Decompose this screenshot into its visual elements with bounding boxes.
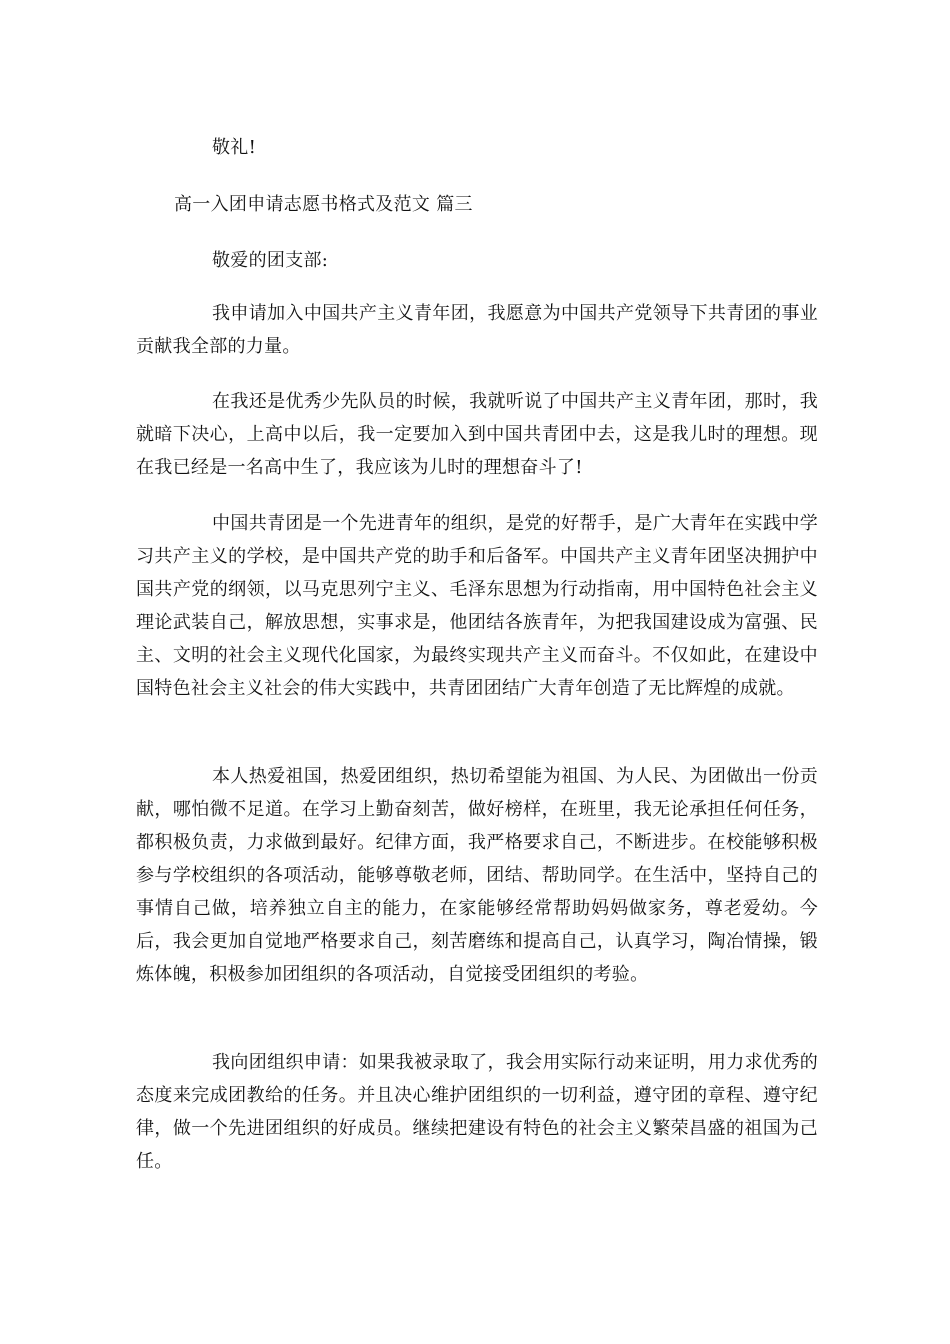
paragraph-5: 我向团组织申请：如果我被录取了，我会用实际行动来证明，用力求优秀的态度来完成团教给的任务。并且决心维护团组织的一切利益，遵守团的章程、遵守纪律，做一个先进团组织的好成员。继续把建设有特色的社会主义繁荣昌盛的祖国为己任。 (136, 1052, 818, 1172)
salutation: 敬爱的团支部: (212, 250, 329, 271)
closing-line: 敬礼! (212, 137, 257, 158)
paragraph-1: 我申请加入中国共产主义青年团，我愿意为中国共产党领导下共青团的事业贡献我全部的力量。 (136, 303, 818, 357)
paragraph-3: 中国共青团是一个先进青年的组织，是党的好帮手，是广大青年在实践中学习共产主义的学校，是中国共产党的助手和后备军。中国共产主义青年团坚决拥护中国共产党的纲领，以马克思列宁主义、毛泽东思想为行动指南，用中国特色社会主义理论武装自己，解放思想，实事求是，他团结各族青年，为把我国建设成为富强、民主、文明的社会主义现代化国家，为最终实现共产主义而奋斗。不仅如此，在建设中国特色社会主义社会的伟大实践中，共青团团结广大青年创造了无比辉煌的成就。 (136, 513, 818, 699)
section-title: 高一入团申请志愿书格式及范文 篇三 (174, 194, 473, 215)
paragraph-4: 本人热爱祖国，热爱团组织，热切希望能为祖国、为人民、为团做出一份贡献，哪怕微不足道。在学习上勤奋刻苦，做好榜样，在班里，我无论承担任何任务，都积极负责，力求做到最好。纪律方面，我严格要求自己，不断进步。在校能够积极参与学校组织的各项活动，能够尊敬老师，团结、帮助同学。在生活中，坚持自己的事情自己做，培养独立自主的能力，在家能够经常帮助妈妈做家务，尊老爱幼。今后，我会更加自觉地严格要求自己，刻苦磨练和提高自己，认真学习，陶冶情操，锻炼体魄，积极参加团组织的各项活动，自觉接受团组织的考验。 (136, 766, 818, 985)
paragraph-2: 在我还是优秀少先队员的时候，我就听说了中国共产主义青年团，那时，我就暗下决心，上高中以后，我一定要加入到中国共青团中去，这是我儿时的理想。现在我已经是一名高中生了，我应该为儿时的理想奋斗了! (136, 391, 818, 478)
